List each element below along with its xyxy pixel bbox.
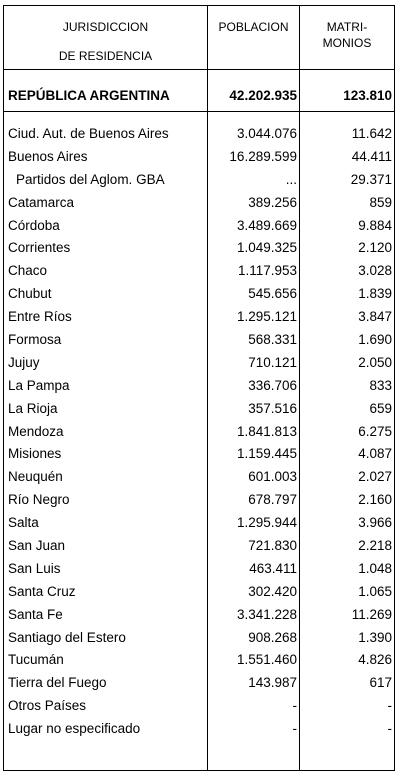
poblacion-cell: 545.656 xyxy=(208,282,300,305)
table-row xyxy=(4,534,395,557)
table-header xyxy=(4,6,395,70)
matrimonios-cell: 2.120 xyxy=(300,236,395,259)
table-row xyxy=(4,557,395,580)
table-row xyxy=(4,191,395,214)
poblacion-cell: 1.295.944 xyxy=(208,511,300,534)
poblacion-cell: 1.049.325 xyxy=(208,236,300,259)
poblacion-cell: 601.003 xyxy=(208,465,300,488)
matrimonios-cell: 3.966 xyxy=(300,511,395,534)
total-name: REPÚBLICA ARGENTINA xyxy=(4,80,208,112)
matrimonios-cell: 2.050 xyxy=(300,351,395,374)
total-row xyxy=(4,80,395,112)
poblacion-cell: 1.159.445 xyxy=(208,442,300,465)
header-matrimonios xyxy=(300,6,395,70)
matrimonios-cell: 1.839 xyxy=(300,282,395,305)
matrimonios-cell: - xyxy=(300,694,395,717)
matrimonios-cell: 833 xyxy=(300,374,395,397)
header-jurisdiccion-line1: JURISDICCION xyxy=(62,20,149,34)
table-row xyxy=(4,214,395,237)
jurisdiccion-cell: Lugar no especificado xyxy=(4,717,208,740)
jurisdiccion-cell: Salta xyxy=(4,511,208,534)
header-poblacion xyxy=(208,6,300,70)
jurisdiccion-cell: Neuquén xyxy=(4,465,208,488)
jurisdiccion-cell: Río Negro xyxy=(4,488,208,511)
jurisdiccion-cell: Entre Ríos xyxy=(4,305,208,328)
header-jurisdiccion xyxy=(4,6,208,70)
empty-cell xyxy=(208,740,300,771)
table-row xyxy=(4,717,395,740)
matrimonios-cell: 3.028 xyxy=(300,259,395,282)
poblacion-cell: 143.987 xyxy=(208,671,300,694)
jurisdiccion-cell: Otros Países xyxy=(4,694,208,717)
matrimonios-table xyxy=(3,5,395,771)
poblacion-cell: 336.706 xyxy=(208,374,300,397)
table-body xyxy=(4,70,395,771)
matrimonios-cell: 44.411 xyxy=(300,145,395,168)
jurisdiccion-cell: Tucumán xyxy=(4,648,208,671)
table-row xyxy=(4,374,395,397)
empty-cell xyxy=(300,740,395,771)
jurisdiccion-cell: Catamarca xyxy=(4,191,208,214)
matrimonios-cell: 1.065 xyxy=(300,580,395,603)
table-row xyxy=(4,671,395,694)
poblacion-cell: 3.044.076 xyxy=(208,122,300,145)
table-row xyxy=(4,168,395,191)
matrimonios-cell: 2.218 xyxy=(300,534,395,557)
header-matrimonios-line1: MATRI- xyxy=(326,20,368,34)
poblacion-cell: 1.551.460 xyxy=(208,648,300,671)
table-row xyxy=(4,282,395,305)
matrimonios-cell: 4.087 xyxy=(300,442,395,465)
poblacion-cell: 302.420 xyxy=(208,580,300,603)
matrimonios-cell: - xyxy=(300,717,395,740)
table-row xyxy=(4,145,395,168)
matrimonios-cell: 1.390 xyxy=(300,626,395,649)
jurisdiccion-cell: Mendoza xyxy=(4,420,208,443)
poblacion-cell: 908.268 xyxy=(208,626,300,649)
poblacion-cell: 3.489.669 xyxy=(208,214,300,237)
poblacion-cell: 710.121 xyxy=(208,351,300,374)
matrimonios-cell: 6.275 xyxy=(300,420,395,443)
table-row xyxy=(4,259,395,282)
matrimonios-cell: 859 xyxy=(300,191,395,214)
header-poblacion-label: POBLACION xyxy=(218,20,289,34)
table-row xyxy=(4,626,395,649)
table-row xyxy=(4,236,395,259)
matrimonios-cell: 9.884 xyxy=(300,214,395,237)
poblacion-cell: - xyxy=(208,694,300,717)
matrimonios-cell: 2.160 xyxy=(300,488,395,511)
jurisdiccion-cell: Formosa xyxy=(4,328,208,351)
matrimonios-cell: 4.826 xyxy=(300,648,395,671)
jurisdiccion-cell: Santa Fe xyxy=(4,603,208,626)
jurisdiccion-cell: Santa Cruz xyxy=(4,580,208,603)
jurisdiccion-cell: San Luis xyxy=(4,557,208,580)
jurisdiccion-cell: Santiago del Estero xyxy=(4,626,208,649)
table-row xyxy=(4,442,395,465)
matrimonios-cell: 1.048 xyxy=(300,557,395,580)
jurisdiccion-cell: Jujuy xyxy=(4,351,208,374)
table-footer-row xyxy=(4,740,395,771)
poblacion-cell: 463.411 xyxy=(208,557,300,580)
matrimonios-cell: 11.269 xyxy=(300,603,395,626)
jurisdiccion-cell: Tierra del Fuego xyxy=(4,671,208,694)
table-row xyxy=(4,580,395,603)
table-row xyxy=(4,648,395,671)
matrimonios-cell: 617 xyxy=(300,671,395,694)
table-row xyxy=(4,465,395,488)
jurisdiccion-cell: Corrientes xyxy=(4,236,208,259)
poblacion-cell: ... xyxy=(208,168,300,191)
poblacion-cell: 389.256 xyxy=(208,191,300,214)
poblacion-cell: 1.841.813 xyxy=(208,420,300,443)
header-matrimonios-line2: MONIOS xyxy=(322,36,372,50)
jurisdiccion-cell: San Juan xyxy=(4,534,208,557)
poblacion-cell: 568.331 xyxy=(208,328,300,351)
jurisdiccion-cell: Chaco xyxy=(4,259,208,282)
table-row xyxy=(4,488,395,511)
jurisdiccion-cell: Chubut xyxy=(4,282,208,305)
table-row xyxy=(4,351,395,374)
matrimonios-cell: 29.371 xyxy=(300,168,395,191)
empty-cell xyxy=(4,740,208,771)
poblacion-cell: 3.341.228 xyxy=(208,603,300,626)
jurisdiccion-cell: Buenos Aires xyxy=(4,145,208,168)
jurisdiccion-cell: Ciud. Aut. de Buenos Aires xyxy=(4,122,208,145)
table-row xyxy=(4,511,395,534)
table-row xyxy=(4,420,395,443)
table-row xyxy=(4,305,395,328)
jurisdiccion-cell: La Pampa xyxy=(4,374,208,397)
poblacion-cell: 721.830 xyxy=(208,534,300,557)
poblacion-cell: 678.797 xyxy=(208,488,300,511)
poblacion-cell: 357.516 xyxy=(208,397,300,420)
poblacion-cell: 16.289.599 xyxy=(208,145,300,168)
table-row xyxy=(4,603,395,626)
jurisdiccion-cell: La Rioja xyxy=(4,397,208,420)
matrimonios-cell: 1.690 xyxy=(300,328,395,351)
header-jurisdiccion-line2: DE RESIDENCIA xyxy=(58,49,153,63)
table-row xyxy=(4,122,395,145)
table-row xyxy=(4,694,395,717)
total-poblacion: 42.202.935 xyxy=(208,80,300,112)
jurisdiccion-cell: Córdoba xyxy=(4,214,208,237)
jurisdiccion-cell: Misiones xyxy=(4,442,208,465)
matrimonios-cell: 2.027 xyxy=(300,465,395,488)
total-matrimonios: 123.810 xyxy=(300,80,395,112)
poblacion-cell: 1.117.953 xyxy=(208,259,300,282)
matrimonios-cell: 3.847 xyxy=(300,305,395,328)
table-row xyxy=(4,328,395,351)
matrimonios-cell: 11.642 xyxy=(300,122,395,145)
matrimonios-cell: 659 xyxy=(300,397,395,420)
poblacion-cell: - xyxy=(208,717,300,740)
table-row xyxy=(4,397,395,420)
poblacion-cell: 1.295.121 xyxy=(208,305,300,328)
jurisdiccion-cell: Partidos del Aglom. GBA xyxy=(4,168,208,191)
